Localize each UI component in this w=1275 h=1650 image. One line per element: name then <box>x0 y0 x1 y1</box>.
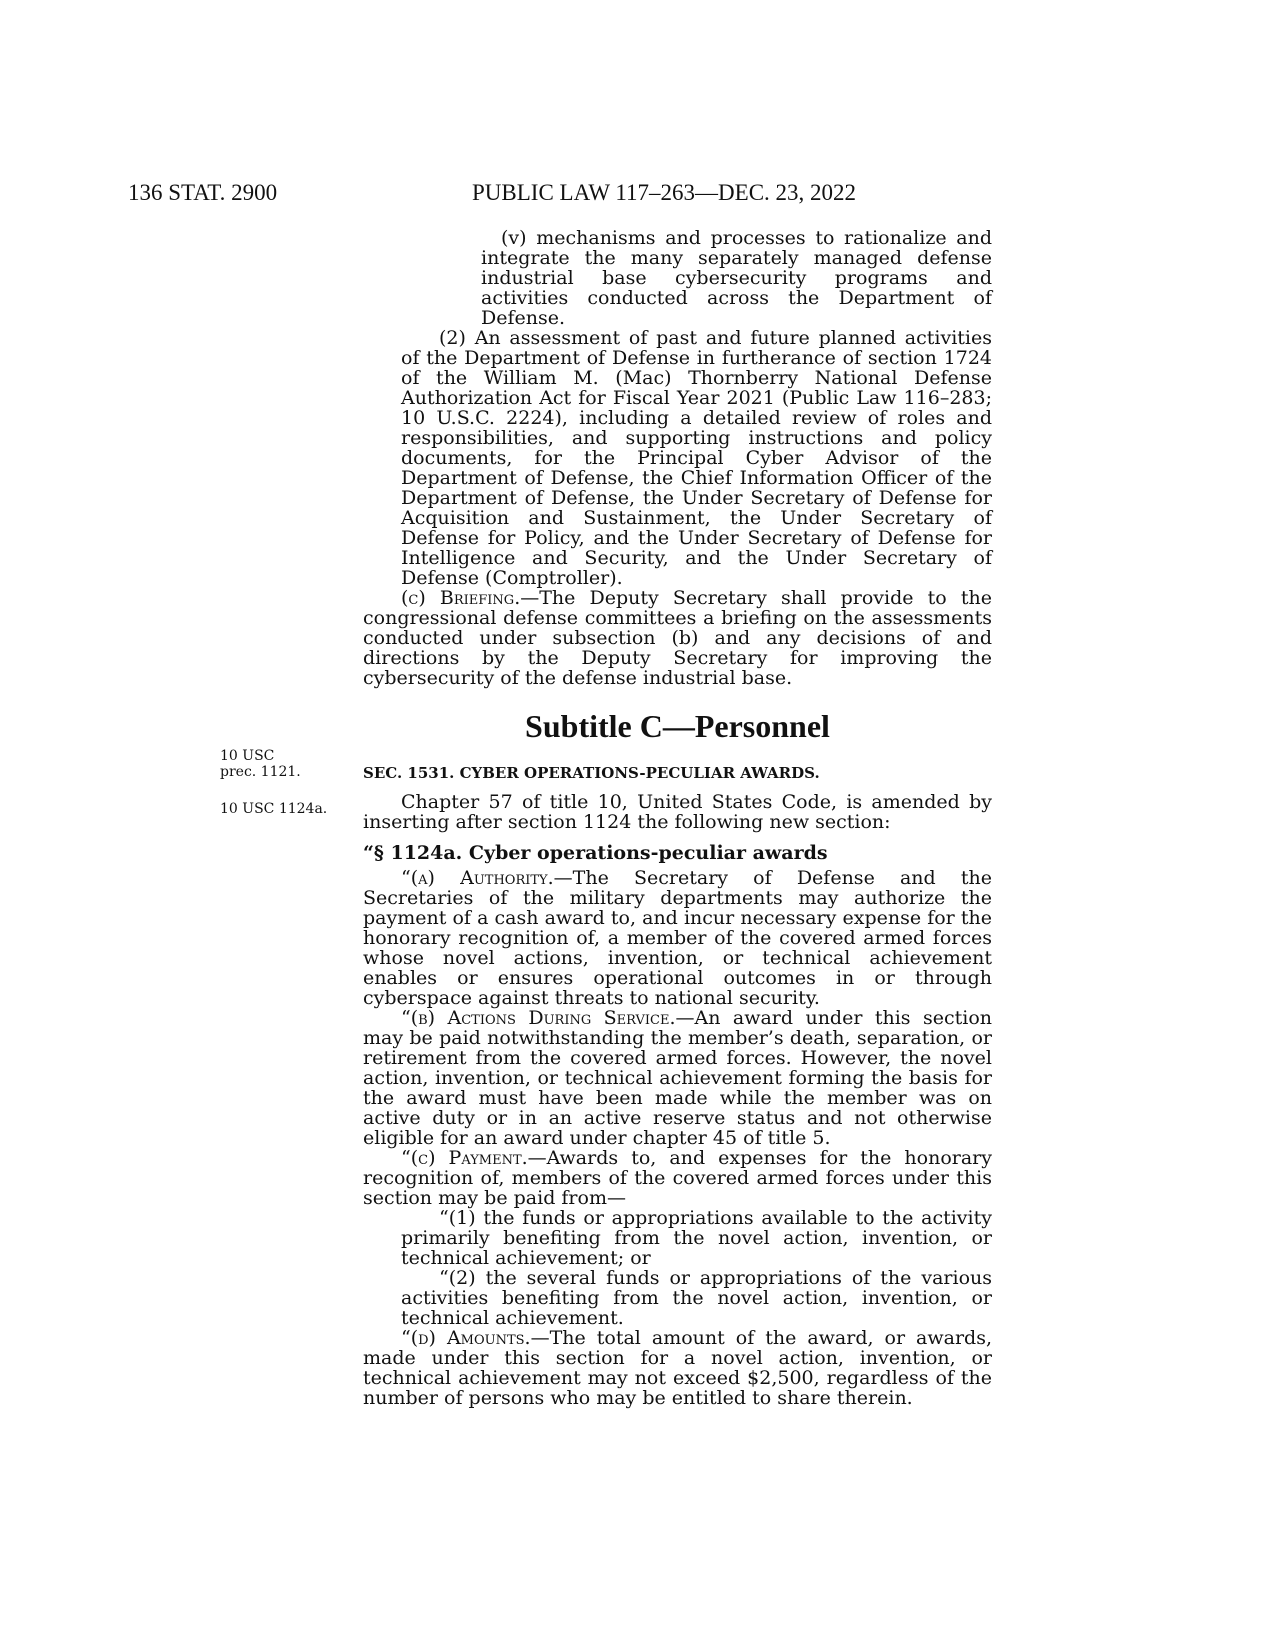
subtitle-heading: Subtitle C—Personnel <box>525 708 830 744</box>
margin-note-usc-prec <box>220 748 301 780</box>
amounts-text: —The total amount of the award, or awards, made under this section for a novel action, invention, or technical achievement may not exceed $2,500, regardless of the number of persons who may be entitled to share therein. <box>363 1327 993 1409</box>
margin-note-line: prec. 1121. <box>220 764 301 780</box>
margin-note-line: 10 USC <box>220 748 275 764</box>
new-section-title: “§ 1124a. Cyber operations-peculiar awards <box>363 842 828 864</box>
paragraph-payment-2: “(2) the several funds or appropriations of the various activities benefiting from the novel action, invention, or technical achievement. <box>401 1267 992 1329</box>
payment-label: “(c) Payment. <box>401 1147 528 1169</box>
paragraph-authority <box>363 868 992 1008</box>
public-law-citation: PUBLIC LAW 117–263—DEC. 23, 2022 <box>472 180 857 205</box>
document-body <box>363 228 992 1408</box>
paragraph-item-v: (v) mechanisms and processes to rationalize and integrate the many separately managed defense industrial base cybersecurity programs and activities conducted across the Department of Defense. <box>481 227 992 329</box>
paragraph-actions-during-service <box>363 1008 992 1148</box>
paragraph-amounts <box>363 1328 992 1408</box>
paragraph-chapter-amendment: Chapter 57 of title 10, United States Code, is amended by inserting after section 1124 the following new section: <box>363 791 992 833</box>
briefing-label: (c) Briefing. <box>401 587 521 609</box>
authority-label: “(a) Authority. <box>401 867 554 889</box>
amounts-label: “(d) Amounts. <box>401 1327 531 1349</box>
paragraph-briefing <box>363 588 992 688</box>
paragraph-item-2: (2) An assessment of past and future planned activities of the Department of Defense in furtherance of section 1724 of the William M. (Mac) Thornberry National Defense Authorization Act for Fiscal Year 2021 (Public Law 116–283; 10 U.S.C. 2224), including a detailed review of roles and responsibilities, and supporting instructions and policy documents, for the Principal Cyber Advisor of the Department of Defense, the Chief Information Officer of the Department of Defense, the Under Secretary of Defense for Acquisition and Sustainment, the Under Secretary of Defense for Policy, and the Under Secretary of Defense for Intelligence and Security, and the Under Secretary of Defense (Comptroller). <box>401 327 992 589</box>
authority-text: —The Secretary of Defense and the Secretaries of the military departments may authorize the payment of a cash award to, and incur necessary expense for the honorary recognition of, a member of the covered armed forces whose novel actions, invention, or technical achievement enables or ensures operational outcomes in or through cyberspace against threats to national security. <box>363 867 992 1009</box>
paragraph-payment <box>363 1148 992 1208</box>
section-heading: SEC. 1531. CYBER OPERATIONS-PECULIAR AWARDS. <box>363 764 820 782</box>
payment-text: —Awards to, and expenses for the honorary recognition of, members of the covered armed forces under this section may be paid from— <box>363 1147 992 1209</box>
paragraph-payment-1: “(1) the funds or appropriations available to the activity primarily benefiting from the novel action, invention, or technical achievement; or <box>401 1207 992 1269</box>
briefing-text: —The Deputy Secretary shall provide to the congressional defense committees a briefing on the assessments conducted under subsection (b) and any decisions of and directions by the Deputy Secretary for improving the cybersecurity of the defense industrial base. <box>363 587 992 689</box>
stat-page-number: 136 STAT. 2900 <box>128 180 278 205</box>
page-header <box>0 180 1275 212</box>
actions-text: —An award under this section may be paid notwithstanding the member’s death, separation, or retirement from the covered armed forces. However, the novel action, invention, or technical achievement forming the basis for the award must have been made while the member was on active duty or in an active reserve status and not otherwise eligible for an award under chapter 45 of title 5. <box>363 1007 992 1149</box>
margin-note-usc-1124a: 10 USC 1124a. <box>220 801 328 817</box>
actions-label: “(b) Actions During Service. <box>401 1007 676 1029</box>
